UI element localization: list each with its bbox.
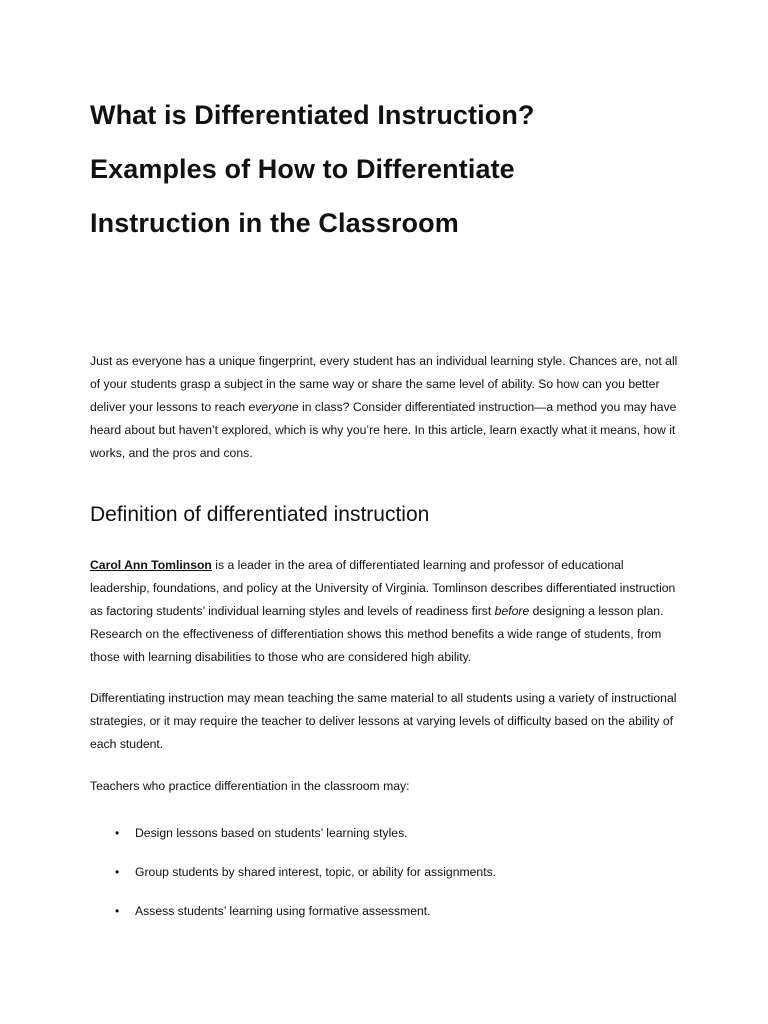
title-line-1: What is Differentiated Instruction? xyxy=(90,100,535,130)
bullet-icon: • xyxy=(115,904,120,918)
differentiating-paragraph: Differentiating instruction may mean teaching the same material to all students using a variety of instructional strategies, or it may require the teacher to deliver lessons at varying levels of difficulty based on the ability of each student. xyxy=(90,691,677,751)
bullet-icon: • xyxy=(115,865,120,879)
intro-text-1: Just as everyone has a unique fingerprint, every student has an individual learning style. Chances are, not all of your students grasp a subject in the same way or share the same level of ability. So how can you better deliver your lessons to reach xyxy=(90,354,678,414)
tomlinson-text-1: is a leader in the area of differentiated learning and professor of educational leadership, foundations, and policy at the University of Virginia. Tomlinson describes differentiated instruction as factoring students’ individual learning styles and levels of readiness first xyxy=(90,558,676,618)
page-title xyxy=(90,0,678,250)
intro-paragraph xyxy=(90,350,678,465)
title-line-3: Instruction in the Classroom xyxy=(90,208,459,238)
bullet-icon: • xyxy=(115,826,120,840)
list-item xyxy=(90,900,678,923)
section-heading: Definition of differentiated instruction xyxy=(90,503,430,526)
intro-emphasis: everyone xyxy=(248,400,299,414)
list-item-text: Assess students’ learning using formative assessment. xyxy=(135,904,431,918)
list-item-text: Group students by shared interest, topic, or ability for assignments. xyxy=(135,865,497,879)
tomlinson-paragraph xyxy=(90,554,678,669)
author-link[interactable]: Carol Ann Tomlinson xyxy=(90,558,212,572)
intro-text-2: in class? Consider differentiated instruction—a method you may have heard about but haven’t explored, which is why you’re here. In this article, learn exactly what it means, how it works, and the pros and cons. xyxy=(90,400,677,460)
bullet-list xyxy=(90,822,678,923)
tomlinson-text-2: designing a lesson plan. Research on the effectiveness of differentiation shows this method benefits a wide range of students, from those with learning disabilities to those who are considered high ability. xyxy=(90,604,664,664)
title-line-2: Examples of How to Differentiate xyxy=(90,154,515,184)
teachers-intro: Teachers who practice differentiation in the classroom may: xyxy=(90,779,410,793)
tomlinson-emphasis: before xyxy=(494,604,530,618)
list-item xyxy=(90,861,678,884)
list-item xyxy=(90,822,678,845)
list-item-text: Design lessons based on students’ learning styles. xyxy=(135,826,408,840)
